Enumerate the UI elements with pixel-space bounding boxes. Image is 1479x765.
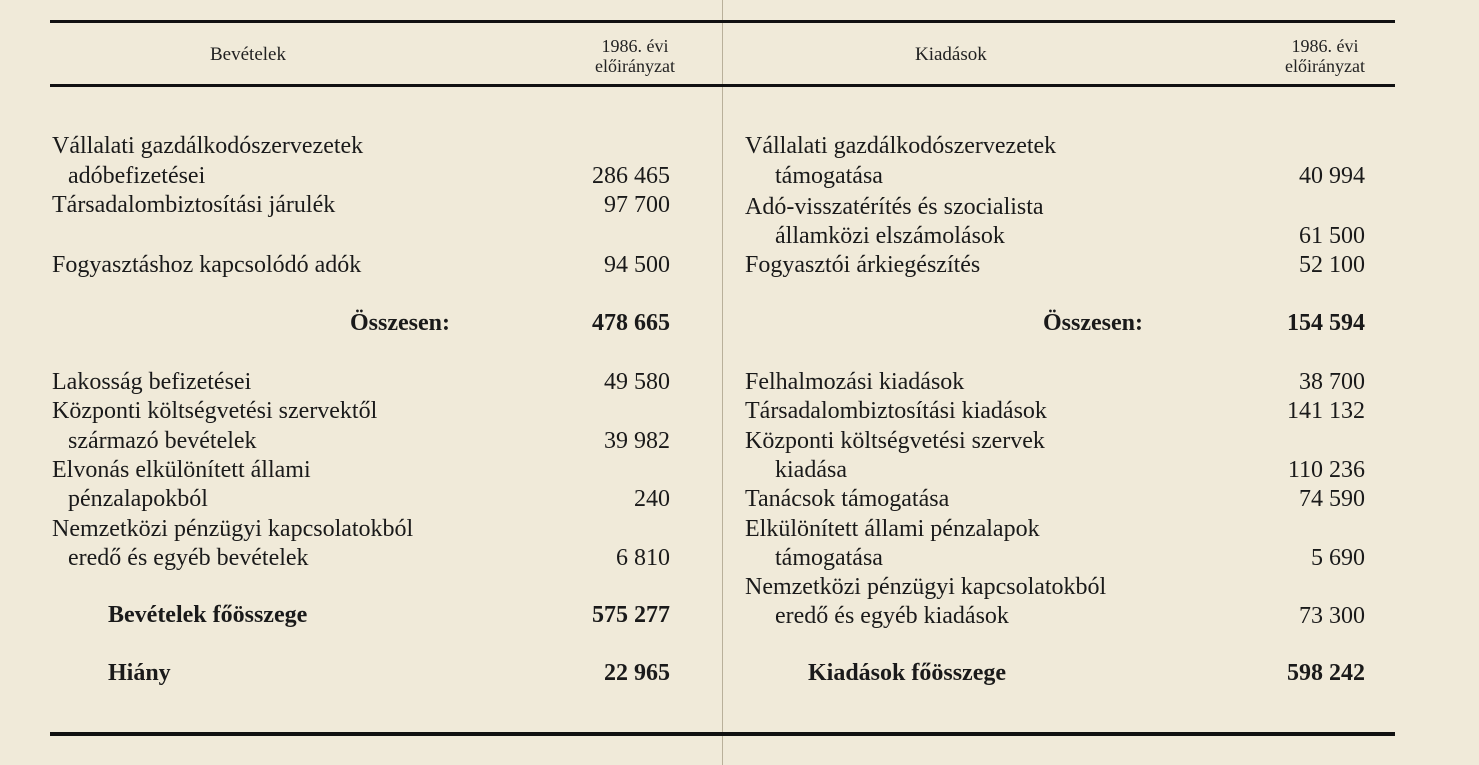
header-left-year-line1: 1986. évi — [601, 36, 669, 56]
deficit-label: Hiány — [108, 660, 171, 686]
left-row-3-value: 94 500 — [604, 252, 670, 278]
right-row-9-l1: Elkülönített állami pénzalapok — [745, 516, 1040, 542]
right-row-2-value: 61 500 — [1299, 223, 1365, 249]
left-subtotal-label: Összesen: — [350, 310, 450, 336]
header-right-year-line1: 1986. évi — [1291, 36, 1359, 56]
right-row-7-l1: Központi költségvetési szervek — [745, 428, 1045, 454]
right-row-10-l1: Nemzetközi pénzügyi kapcsolatokból — [745, 574, 1107, 600]
right-row-2-l1: Adó-visszatérítés és szocialista — [745, 194, 1044, 220]
left-row-2-value: 97 700 — [604, 192, 670, 218]
left-row-3: Fogyasztáshoz kapcsolódó adók — [52, 252, 362, 278]
bottom-rule — [50, 732, 1395, 736]
left-row-8-l2: eredő és egyéb bevételek — [68, 545, 309, 571]
left-row-2: Társadalombiztosítási járulék — [52, 192, 336, 218]
right-subtotal-value: 154 594 — [1287, 310, 1365, 336]
right-row-6: Társadalombiztosítási kiadások — [745, 398, 1047, 424]
right-row-6-value: 141 132 — [1287, 398, 1365, 424]
header-left-year-line2: előirányzat — [595, 56, 675, 76]
left-row-7-l1: Elvonás elkülönített állami — [52, 457, 311, 483]
left-row-6-value: 39 982 — [604, 428, 670, 454]
header-right-year-line2: előirányzat — [1285, 56, 1365, 76]
right-row-7-value: 110 236 — [1287, 457, 1365, 483]
left-row-5-value: 49 580 — [604, 369, 670, 395]
right-row-10-l2: eredő és egyéb kiadások — [775, 603, 1009, 629]
page-fold — [722, 0, 723, 765]
left-row-8-l1: Nemzetközi pénzügyi kapcsolatokból — [52, 516, 414, 542]
header-expenditures: Kiadások — [915, 44, 987, 65]
right-row-2-l2: államközi elszámolások — [775, 223, 1005, 249]
right-row-8-value: 74 590 — [1299, 486, 1365, 512]
right-row-1-l1: Vállalati gazdálkodószervezetek — [745, 133, 1057, 159]
right-row-1-l2: támogatása — [775, 163, 883, 189]
header-revenues: Bevételek — [210, 44, 286, 65]
header-right-year — [1255, 36, 1395, 76]
left-row-6-l2: származó bevételek — [68, 428, 257, 454]
right-row-7-l2: kiadása — [775, 457, 847, 483]
left-grand-total-label: Bevételek főösszege — [108, 602, 308, 628]
header-left-year — [565, 36, 705, 76]
left-grand-total-value: 575 277 — [592, 602, 670, 628]
right-row-3-value: 52 100 — [1299, 252, 1365, 278]
header-rule — [50, 84, 1395, 87]
top-rule — [50, 20, 1395, 23]
left-subtotal-value: 478 665 — [592, 310, 670, 336]
right-row-1-value: 40 994 — [1299, 163, 1365, 189]
right-row-9-l2: támogatása — [775, 545, 883, 571]
right-row-10-value: 73 300 — [1299, 603, 1365, 629]
right-row-9-value: 5 690 — [1311, 545, 1365, 571]
left-row-8-value: 6 810 — [616, 545, 670, 571]
left-row-5: Lakosság befizetései — [52, 369, 252, 395]
left-row-1-l2: adóbefizetései — [68, 163, 206, 189]
right-row-5-value: 38 700 — [1299, 369, 1365, 395]
right-row-8: Tanácsok támogatása — [745, 486, 950, 512]
deficit-value: 22 965 — [604, 660, 670, 686]
right-row-3: Fogyasztói árkiegészítés — [745, 252, 981, 278]
left-row-1-value: 286 465 — [592, 163, 670, 189]
right-subtotal-label: Összesen: — [1043, 310, 1143, 336]
left-row-7-l2: pénzalapokból — [68, 486, 208, 512]
right-grand-total-label: Kiadások főösszege — [808, 660, 1006, 686]
left-row-6-l1: Központi költségvetési szervektől — [52, 398, 378, 424]
right-row-5: Felhalmozási kiadások — [745, 369, 965, 395]
left-row-1-l1: Vállalati gazdálkodószervezetek — [52, 133, 364, 159]
right-grand-total-value: 598 242 — [1287, 660, 1365, 686]
left-row-7-value: 240 — [634, 486, 670, 512]
